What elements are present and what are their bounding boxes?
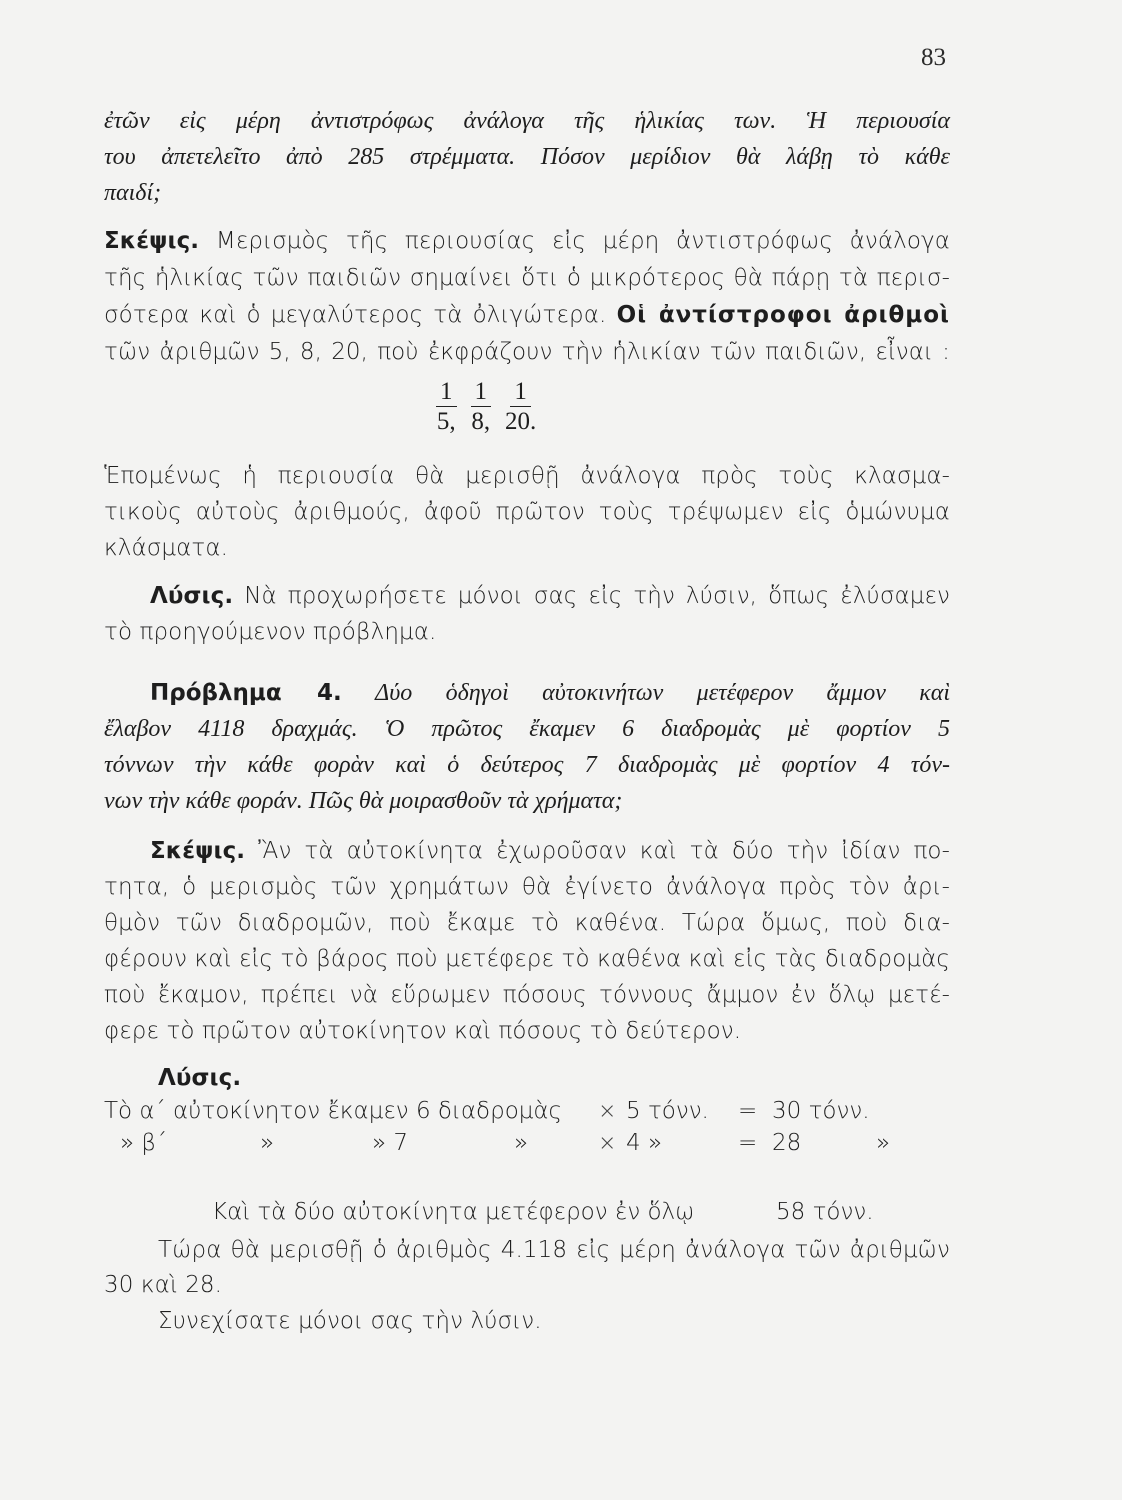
fraction-numerator: 1	[510, 378, 531, 407]
calc-row-2-tonnage: 4 »	[626, 1130, 663, 1156]
epomenos-line-3: κλάσματα.	[104, 535, 229, 561]
calc-row-1-tonnage: 5 τόνν.	[626, 1098, 709, 1124]
problem4-line-1	[150, 680, 950, 707]
problem4-label: Πρόβλημα 4.	[150, 680, 342, 706]
skepsis2-line-4: φέρουν καὶ εἰς τὸ βάρος ποὺ μετέφερε τὸ καθένα καὶ εἰς τὰς διαδρομὰς	[104, 946, 950, 972]
skepsis1-line-4: τῶν ἀριθμῶν 5, 8, 20, ποὺ ἐκφράζουν τὴν ἡλικίαν τῶν παιδιῶν, εἶναι :	[104, 339, 950, 365]
fraction-numerator: 1	[471, 378, 492, 407]
lysis2-line-3: Συνεχίσατε μόνοι σας τὴν λύσιν.	[158, 1308, 542, 1334]
skepsis1-text-1: Μερισμὸς τῆς περιουσίας εἰς μέρη ἀντιστρόφως ἀνάλογα	[215, 228, 950, 254]
skepsis1-line-1	[104, 228, 950, 254]
skepsis1-line-3	[104, 302, 950, 328]
lysis2-line-2: 30 καὶ 28.	[104, 1272, 223, 1298]
lysis1-line-1	[150, 583, 950, 609]
equals-sign: =	[738, 1130, 758, 1156]
fraction-1-8	[471, 378, 492, 437]
calc-row-1-text: Τὸ α΄ αὐτοκίνητον ἔκαμεν 6 διαδρομὰς	[104, 1098, 563, 1124]
ditto-mark: »	[260, 1130, 275, 1156]
lysis2-label: Λύσις.	[158, 1065, 242, 1091]
problem4-text-1: Δύο ὁδηγοὶ αὐτοκινήτων μετέφερον ἄμμον καὶ	[375, 680, 951, 706]
skepsis2-line-3: θμὸν τῶν διαδρομῶν, ποὺ ἔκαμε τὸ καθένα. Τώρα ὅμως, ποὺ δια-	[104, 910, 950, 936]
problem4-line-2: ἔλαβον 4118 δραχμάς. Ὁ πρῶτος ἔκαμεν 6 διαδρομὰς μὲ φορτίον 5	[104, 716, 950, 742]
skepsis2-line-2: τητα, ὁ μερισμὸς τῶν χρημάτων θὰ ἐγίνετο ἀνάλογα πρὸς τὸν ἀρι-	[104, 874, 950, 900]
skepsis2-line-5: ποὺ ἔκαμον, πρέπει νὰ εὕρωμεν πόσους τόννους ἄμμον ἐν ὅλῳ μετέ-	[104, 982, 950, 1008]
lysis1-label: Λύσις.	[150, 583, 234, 609]
skepsis2-text-1: Ἂν τὰ αὐτοκίνητα ἐχωροῦσαν καὶ τὰ δύο τὴν ἰδίαν πο-	[258, 838, 950, 864]
lysis1-line-2: τὸ προηγούμενον πρόβλημα.	[104, 619, 437, 645]
ditto-mark: »	[876, 1130, 891, 1156]
inverse-numbers-term: Οἱ ἀντίστροφοι ἀριθμοὶ	[616, 302, 950, 328]
ditto-mark: »	[514, 1130, 529, 1156]
calc-row-2-label: » β΄	[120, 1130, 168, 1156]
skepsis2-label: Σκέψις.	[150, 838, 246, 864]
skepsis2-line-1	[150, 838, 950, 864]
fraction-numerator: 1	[436, 378, 457, 407]
multiply-sign: ×	[598, 1099, 617, 1124]
multiply-sign: ×	[598, 1131, 617, 1156]
calc-row-2-trips: » 7	[372, 1130, 409, 1156]
problem4-line-4: νων τὴν κάθε φοράν. Πῶς θὰ μοιρασθοῦν τὰ χρήματα;	[104, 788, 623, 814]
skepsis1-label: Σκέψις.	[104, 228, 200, 254]
skepsis1-line-2: τῆς ἡλικίας τῶν παιδιῶν σημαίνει ὅτι ὁ μικρότερος θὰ πάρῃ τὰ περισ-	[104, 265, 950, 291]
calc-row-1-result: 30 τόνν.	[772, 1098, 870, 1124]
epomenos-line-2: τικοὺς αὐτοὺς ἀριθμούς, ἀφοῦ πρῶτον τοὺς τρέψωμεν εἰς ὁμώνυμα	[104, 499, 950, 525]
intro-line-2: του ἀπετελεῖτο ἀπὸ 285 στρέμματα. Πόσον μερίδιον θὰ λάβῃ τὸ κάθε	[104, 144, 950, 170]
intro-line-1: ἐτῶν εἰς μέρη ἀντιστρόφως ἀνάλογα τῆς ἡλικίας των. Ἡ περιουσία	[104, 108, 950, 134]
epomenos-line-1: Ἑπομένως ἡ περιουσία θὰ μερισθῇ ἀνάλογα πρὸς τοὺς κλασμα-	[104, 463, 950, 489]
fraction-1-5	[436, 378, 457, 437]
problem4-line-3: τόννων τὴν κάθε φορὰν καὶ ὁ δεύτερος 7 διαδρομὰς μὲ φορτίον 4 τόν-	[104, 752, 950, 778]
intro-line-3: παιδί;	[104, 180, 162, 206]
skepsis1-text-3a: σότερα καὶ ὁ μεγαλύτερος τὰ ὀλιγώτερα.	[104, 302, 607, 328]
total-value: 58 τόνν.	[776, 1199, 874, 1225]
fraction-denominator: 8,	[471, 408, 491, 435]
calc-row-2-result: 28	[772, 1130, 802, 1156]
page-number: 83	[921, 44, 946, 71]
fraction-1-20	[505, 378, 536, 437]
skepsis2-line-6: φερε τὸ πρῶτον αὐτοκίνητον καὶ πόσους τὸ δεύτερον.	[104, 1018, 742, 1044]
lysis1-text-1: Νὰ προχωρήσετε μόνοι σας εἰς τὴν λύσιν, ὅπως ἐλύσαμεν	[244, 583, 950, 609]
fraction-denominator: 20.	[505, 408, 537, 435]
equals-sign: =	[738, 1098, 758, 1124]
fractions	[436, 378, 536, 437]
total-text: Καὶ τὰ δύο αὐτοκίνητα μετέφερον ἐν ὅλῳ	[212, 1199, 695, 1225]
fraction-denominator: 5,	[436, 408, 456, 435]
lysis2-line-1: Τώρα θὰ μερισθῇ ὁ ἀριθμὸς 4.118 εἰς μέρη ἀνάλογα τῶν ἀριθμῶν	[158, 1237, 950, 1263]
